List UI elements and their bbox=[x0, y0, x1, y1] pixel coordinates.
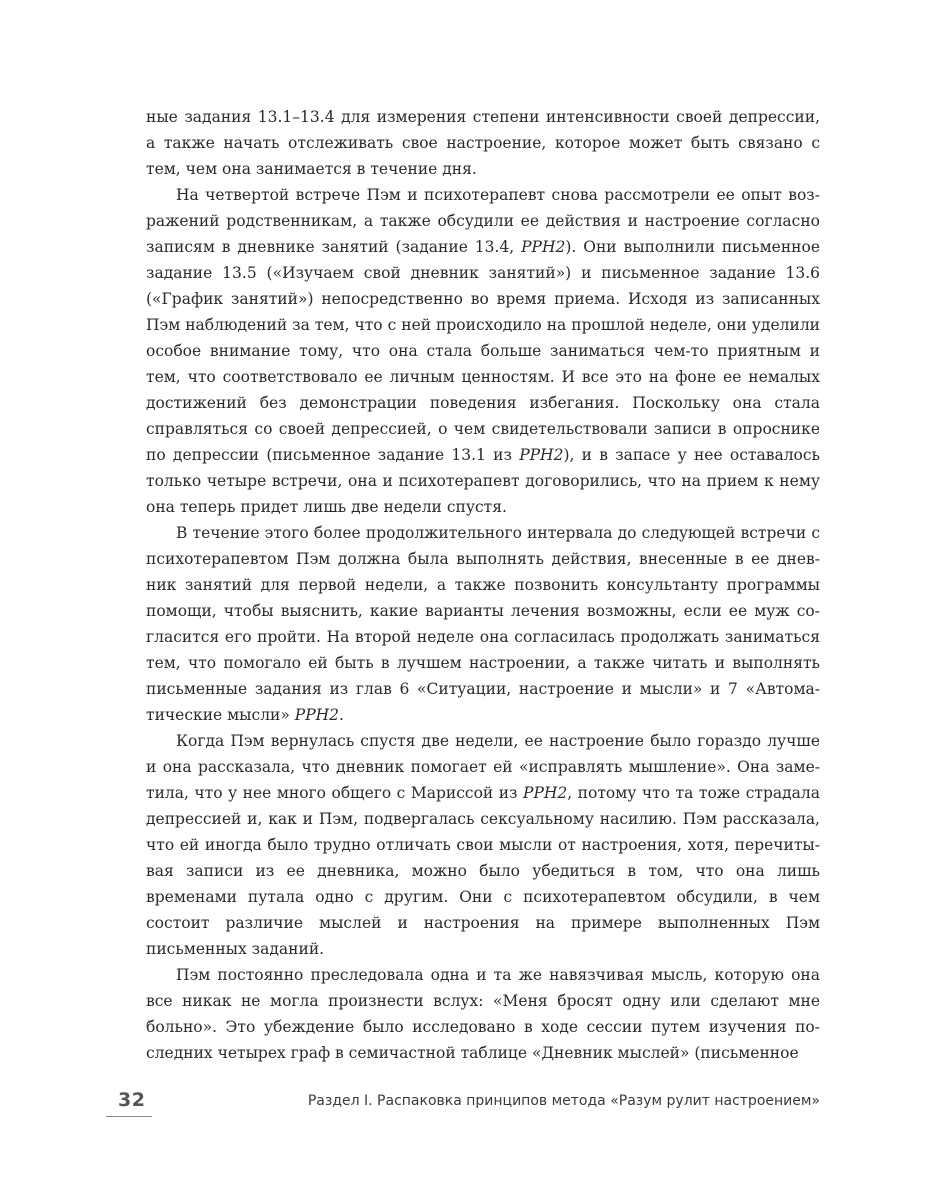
paragraph: На четвертой встрече Пэм и психотерапевт снова рассмотрели ее опыт возражений родственникам, а также обсудили ее действия и настроение согласно записям в дневнике занятий (задание 13.4, РРН2). Они выполнили письменное задание 13.5 («Изучаем свой дневник занятий») и письменное задание 13.6 («График занятий») непосредственно во время приема. Исходя из записанных Пэм наблюдений за тем, что с ней происходило на прошлой неделе, они уделили особое внимание тому, что она стала больше заниматься чем-то приятным и тем, что соответствовало ее личным ценностям. И все это на фоне ее немалых достижений без демонстрации поведения избегания. Поскольку она стала справляться со своей депрессией, о чем свидетельствовали записи в опроснике по депрессии (письменное задание 13.1 из РРН2), и в запасе у нее оставалось только четыре встречи, она и психотерапевт договорились, что на прием к нему она теперь придет лишь две недели спустя. bbox=[146, 186, 820, 516]
italic-reference: РРН2 bbox=[519, 446, 564, 464]
paragraph: Когда Пэм вернулась спустя две недели, ее настроение было гораздо лучше и она рассказала, что дневник помогает ей «исправлять мышление». Она заметила, что у нее много общего с Мариссой из РРН2, потому что та тоже страдала депрессией и, как и Пэм, подвергалась сексуальному насилию. Пэм рассказала, что ей иногда было трудно отличать свои мысли от настроения, хотя, перечитывая записи из ее дневника, можно было убедиться в том, что она лишь временами путала одно с другим. Они с психотерапевтом обсудили, в чем состоит различие мыслей и настроения на примере выполненных Пэм письменных заданий. bbox=[146, 732, 820, 958]
running-section-title: Раздел I. Распаковка принципов метода «Разум рулит настроением» bbox=[307, 1093, 820, 1109]
italic-reference: РРН2 bbox=[294, 706, 340, 724]
paragraph: ные задания 13.1–13.4 для измерения степени интенсивности своей депрессии, а также начать отслеживать свое настроение, которое может быть связано с тем, чем она занимается в течение дня. bbox=[146, 108, 820, 178]
body-text bbox=[146, 104, 820, 1066]
italic-reference: РРН2 bbox=[523, 784, 568, 802]
paragraph: В течение этого более продолжительного интервала до следующей встречи с психотерапевтом Пэм должна была выполнять действия, внесенные в ее дневник занятий для первой недели, а также позвонить консультанту программы помощи, чтобы выяснить, какие варианты лечения возможны, если ее муж согласится его пройти. На второй неделе она согласилась продолжать заниматься тем, что помогало ей быть в лучшем настроении, а также читать и выполнять письменные задания из глав 6 «Ситуации, настроение и мысли» и 7 «Автоматические мысли» РРН2. bbox=[146, 524, 820, 724]
italic-reference: РРН2 bbox=[521, 238, 566, 256]
page-number: 32 bbox=[118, 1089, 146, 1111]
paragraph: Пэм постоянно преследовала одна и та же навязчивая мысль, которую она все никак не могла произнести вслух: «Меня бросят одну или сделают мне больно». Это убеждение было исследовано в ходе сессии путем изучения последних четырех граф в семичастной таблице «Дневник мыслей» (письменное bbox=[146, 966, 820, 1062]
page-number-rule bbox=[106, 1116, 152, 1117]
